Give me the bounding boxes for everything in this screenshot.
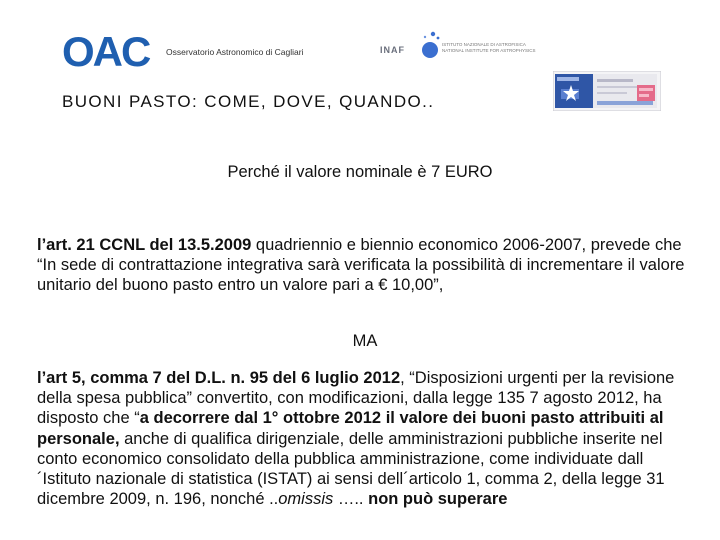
inaf-tagline-2: NATIONAL INSTITUTE FOR ASTROPHYSICS <box>442 48 536 53</box>
paragraph-decree <box>37 368 689 509</box>
paragraph-decree-bold-3: non può superare <box>368 490 508 509</box>
inaf-logo <box>380 28 540 68</box>
oac-logo-text: OAC <box>62 28 150 75</box>
paragraph-ccnl-lead: l’art. 21 CCNL del 13.5.2009 <box>37 236 252 254</box>
paragraph-decree-bold-2: a decorrere dal 1° ottobre 2012 il valore dei buoni pasto attribuiti al personale, <box>37 409 664 448</box>
paragraph-decree-text-2: anche di qualifica dirigenziale, delle amministrazioni pubbliche inserite nel conto economico consolidato della pubblica amministrazione, come individuate dall´Istituto nazionale di statistica (ISTAT) ai sensi dell´articolo 1, comma 2, della legge 31 dicembre 2009, n. 196, nonché .. <box>37 429 665 509</box>
paragraph-decree-italic: omissis <box>278 490 334 509</box>
paragraph-ccnl <box>37 235 689 296</box>
paragraph-decree-text-1: , “Disposizioni urgenti per la revisione della spesa pubblica” convertito, con modificazioni, dalla legge 135 7 agosto 2012, ha disposto che “ <box>37 369 675 428</box>
paragraph-decree-lead: l’art 5, comma 7 del D.L. n. 95 del 6 luglio 2012 <box>37 369 401 387</box>
conjunction-ma: MA <box>352 332 378 350</box>
inaf-dots-icon <box>418 28 442 62</box>
page-title: BUONI PASTO: COME, DOVE, QUANDO.. <box>62 92 435 111</box>
oac-logo <box>62 28 304 75</box>
paragraph-ccnl-text: quadriennio e biennio economico 2006-2007, prevede che “In sede di contrattazione integrativa sarà verificata la possibilità di incrementare il valore unitario del buono pasto entro un valore pari a € 10,00”, <box>37 236 685 295</box>
subtitle: Perché il valore nominale è 7 EURO <box>227 163 493 181</box>
inaf-logo-text: INAF <box>380 45 405 55</box>
oac-logo-subtitle: Osservatorio Astronomico di Cagliari <box>166 47 304 57</box>
meal-voucher-image <box>553 71 661 111</box>
paragraph-decree-text-3: ….. <box>333 490 369 509</box>
inaf-tagline-1: ISTITUTO NAZIONALE DI ASTROFISICA <box>442 42 526 47</box>
